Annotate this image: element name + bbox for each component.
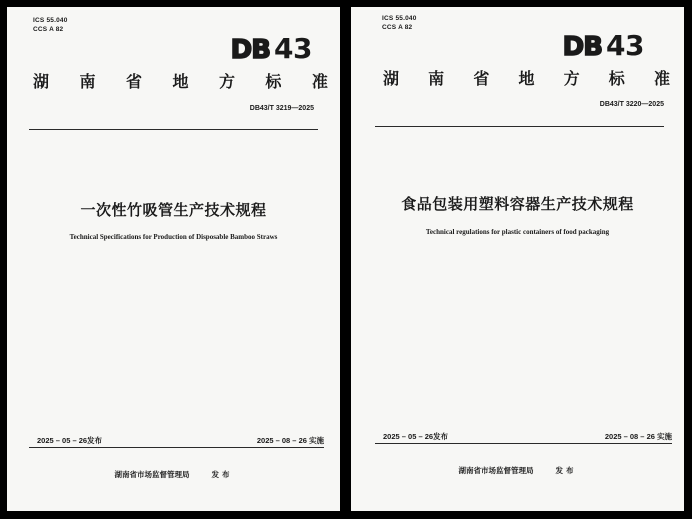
standard-level-char: 方 <box>218 74 235 91</box>
standard-level-char: 南 <box>428 71 445 88</box>
classification-codes <box>33 16 68 34</box>
standard-level-char: 准 <box>653 71 670 88</box>
title-chinese: 食品包装用塑料容器生产技术规程 <box>401 196 634 213</box>
standard-level-char: 省 <box>125 74 142 91</box>
standard-number: DB43/T 3220—2025 <box>599 101 664 108</box>
title-chinese: 一次性竹吸管生产技术规程 <box>80 202 267 219</box>
standard-level-char: 湖 <box>383 71 400 88</box>
standard-number: DB43/T 3219—2025 <box>249 105 314 112</box>
publisher-line <box>351 465 684 476</box>
top-divider <box>375 126 664 127</box>
bottom-divider <box>375 443 672 444</box>
publisher-name: 湖南省市场监督管理局 <box>458 466 534 475</box>
top-divider <box>29 129 318 130</box>
standard-level-char: 标 <box>608 71 625 88</box>
db-logo <box>231 34 312 65</box>
publish-action: 发布 <box>211 470 233 479</box>
standard-level-char: 准 <box>311 74 328 91</box>
standard-level-char: 地 <box>172 74 189 91</box>
title-english: Technical Specifications for Production of Disposable Bamboo Straws <box>69 233 278 241</box>
standard-cover-right <box>351 7 684 511</box>
logo-db-text: DB <box>562 32 603 62</box>
publisher-line <box>7 469 340 480</box>
standard-level <box>33 73 328 93</box>
logo-number: 43 <box>606 29 644 62</box>
standard-level-char: 地 <box>518 71 535 88</box>
ics-code: ICS 55.040 <box>33 17 68 24</box>
issue-date: 2025 – 05 – 26发布 <box>383 432 449 441</box>
bottom-divider <box>29 447 324 448</box>
standard-level-char: 标 <box>265 74 282 91</box>
classification-codes <box>382 14 417 32</box>
publisher-name: 湖南省市场监督管理局 <box>114 470 190 479</box>
db-logo <box>563 31 644 62</box>
issue-date: 2025 – 05 – 26发布 <box>37 436 103 445</box>
ccs-code: CCS A 82 <box>382 24 413 31</box>
standard-level-char: 省 <box>473 71 490 88</box>
logo-number: 43 <box>274 32 312 65</box>
ccs-code: CCS A 82 <box>33 26 64 33</box>
implementation-date: 2025 – 08 – 26 实施 <box>256 436 324 445</box>
publish-action: 发布 <box>555 466 577 475</box>
title-english: Technical regulations for plastic containers of food packaging <box>425 228 610 236</box>
standard-level-char: 方 <box>563 71 580 88</box>
implementation-date: 2025 – 08 – 26 实施 <box>604 432 672 441</box>
standard-level-char: 南 <box>79 74 96 91</box>
ics-code: ICS 55.040 <box>382 15 417 22</box>
logo-db-text: DB <box>230 35 271 65</box>
standard-cover-left <box>7 7 340 511</box>
standard-level-char: 湖 <box>33 74 50 91</box>
standard-level <box>383 70 670 90</box>
